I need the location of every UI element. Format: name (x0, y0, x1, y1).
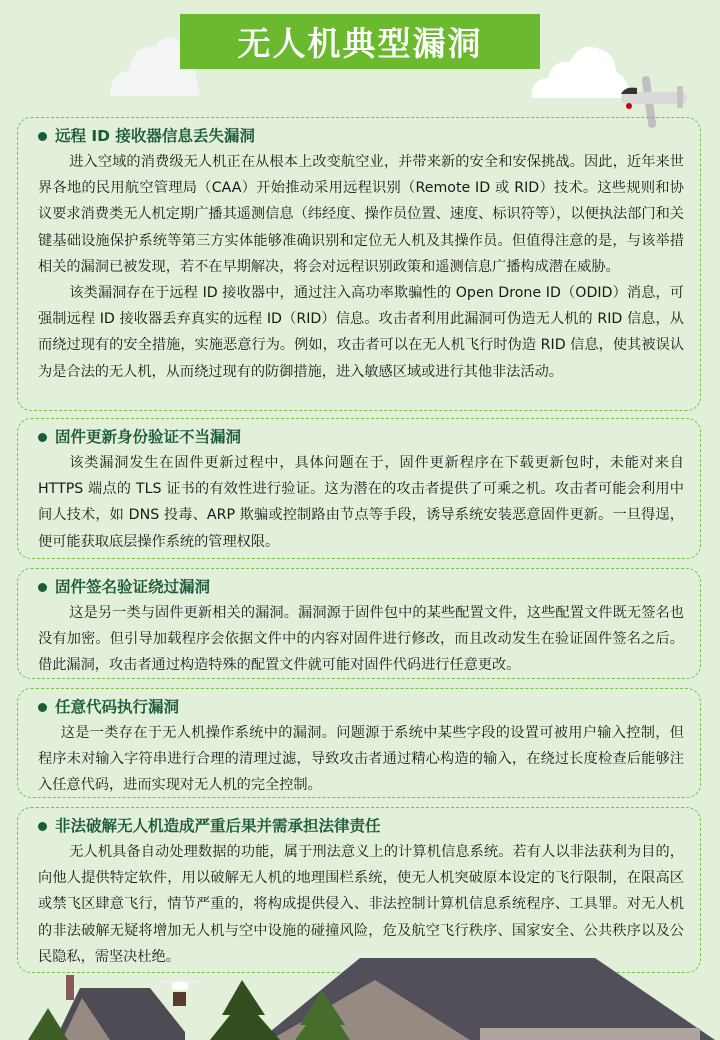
section-heading-text: 固件签名验证绕过漏洞 (55, 578, 211, 596)
section-paragraph: 这是另一类与固件更新相关的漏洞。漏洞源于固件包中的某些配置文件，这些配置文件既无签名也没有加密。但引导加载程序会依据文件中的内容对固件进行修改，而且改动发生在验证固件签名之后。借此漏洞，攻击者通过构造特殊的配置文件就可能对固件代码进行任意更改。 (38, 605, 684, 674)
delivery-drone-icon (160, 980, 200, 1006)
bullet-icon (38, 822, 47, 831)
bullet-icon (38, 433, 47, 442)
section-arbitrary-code-execution (17, 688, 701, 798)
bullet-icon (38, 703, 47, 712)
section-paragraph: 无人机具备自动处理数据的功能，属于刑法意义上的计算机信息系统。若有人以非法获利为目的，向他人提供特定软件，用以破解无人机的地理围栏系统，使无人机突破原本设定的飞行限制，在限高区或禁飞区肆意飞行，情节严重的，将构成提供侵入、非法控制计算机信息系统程序、工具罪。对无人机的非法破解无疑将增加无人机与空中设施的碰撞风险，危及航空飞行秩序、国家安全、公共秩序以及公民隐私，需坚决杜绝。 (38, 844, 684, 965)
section-firmware-update-auth (17, 418, 701, 559)
pine-tree-icon (210, 980, 280, 1040)
page-title: 无人机典型漏洞 (237, 24, 483, 63)
bullet-icon (38, 132, 47, 141)
section-paragraph: 该类漏洞发生在固件更新过程中，具体问题在于，固件更新程序在下载更新包时，未能对来自 HTTPS 端点的 TLS 证书的有效性进行验证。这为潜在的攻击者提供了可乘之机。攻击者可能会利用中间人技术，如 DNS 投毒、ARP 欺骗或控制路由节点等手段，诱导系统安装恶意固件更新。一旦得逞，便可能获取底层操作系统的管理权限。 (38, 455, 684, 550)
section-remote-id (17, 117, 701, 411)
small-house (55, 975, 185, 1040)
section-paragraph: 这是一类存在于无人机操作系统中的漏洞。问题源于系统中某些字段的设置可被用户输入控制，但程序未对输入字符串进行合理的清理过滤，导致攻击者通过精心构造的输入，在绕过长度检查后能够注入任意代码，进而实现对无人机的完全控制。 (38, 725, 684, 794)
bullet-icon (38, 583, 47, 592)
title-banner (180, 14, 540, 69)
section-heading (38, 425, 684, 449)
section-firmware-signature-bypass (17, 568, 701, 679)
section-paragraph: 该类漏洞存在于远程 ID 接收器中，通过注入高功率欺骗性的 Open Drone ID（ODID）消息，可强制远程 ID 接收器丢弃真实的远程 ID（RID）信息。攻击者利用此漏洞可伪造无人机的 RID 信息，从而绕过现有的安全措施，实施恶意行为。例如，攻击者可以在无人机飞行时伪造 RID 信息，使其被误认为是合法的无人机，从而绕过现有的防御措施，进入敏感区域或进行其他非法活动。 (38, 285, 684, 380)
section-heading-text: 远程 ID 接收器信息丢失漏洞 (55, 127, 255, 145)
section-heading (38, 124, 684, 148)
section-paragraph: 进入空域的消费级无人机正在从根本上改变航空业，并带来新的安全和安保挑战。因此，近年来世界各地的民用航空管理局（CAA）开始推动采用远程识别（Remote ID 或 RID）技术。这些规则和协议要求消费类无人机定期广播其遥测信息（纬经度、操作员位置、速度、标识符等），以便执法部门和关键基础设施保护系统等第三方实体能够准确识别和定位无人机及其操作员。但值得注意的是，与该举措相关的漏洞已被发现，若不在早期解决，将会对远程识别政策和遥测信息广播构成潜在威胁。 (38, 154, 684, 275)
section-heading-text: 非法破解无人机造成严重后果并需承担法律责任 (55, 817, 381, 835)
section-heading (38, 575, 684, 599)
section-heading (38, 695, 684, 719)
section-heading-text: 任意代码执行漏洞 (55, 698, 180, 716)
village-scene-illustration (0, 940, 720, 1040)
section-heading-text: 固件更新身份验证不当漏洞 (55, 428, 242, 446)
pine-tree-icon (28, 1008, 68, 1040)
section-heading (38, 814, 684, 838)
